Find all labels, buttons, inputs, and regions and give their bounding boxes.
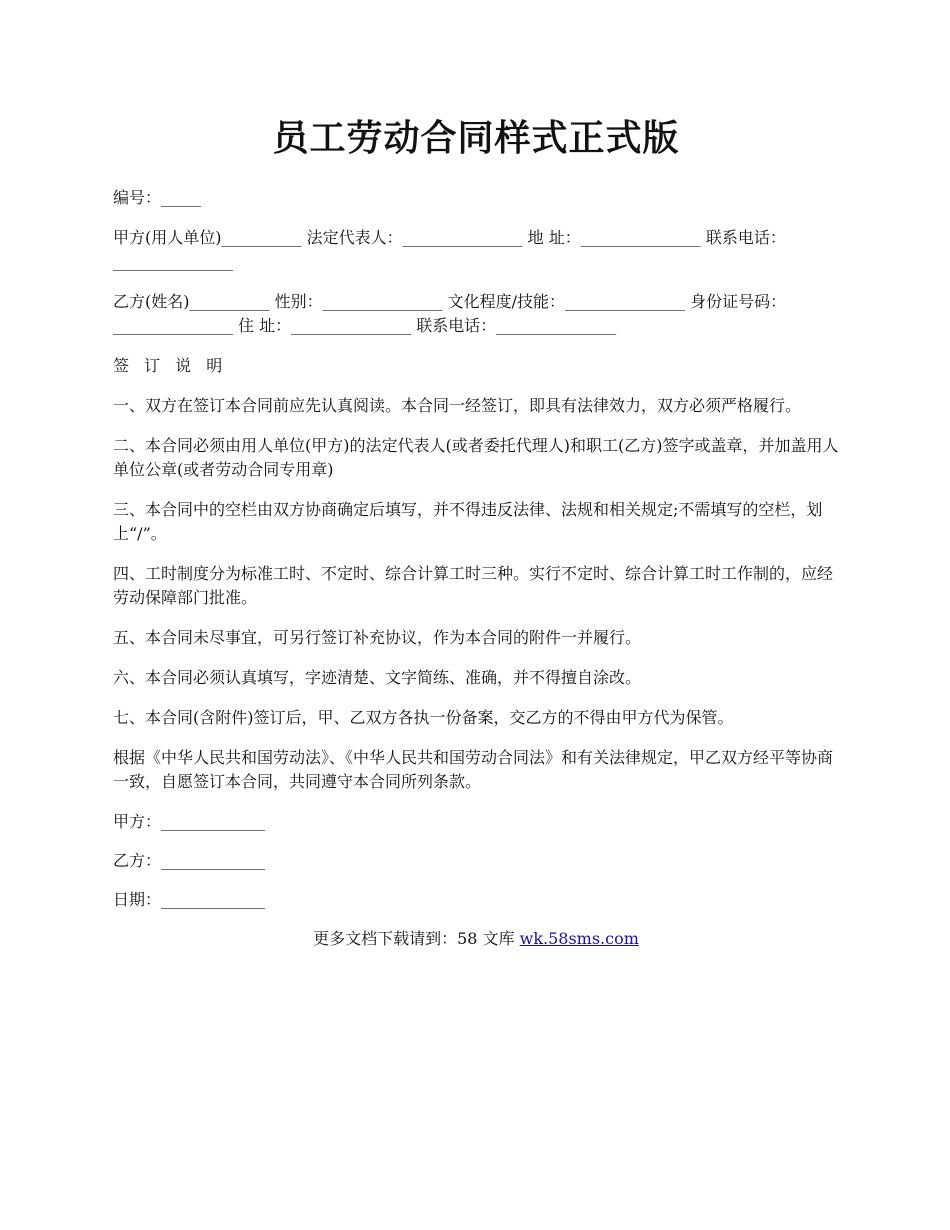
instruction-item: 三、本合同中的空栏由双方协商确定后填写，并不得违反法律、法规和相关规定;不需填写的空栏，划上“/”。 [113,500,823,543]
instruction-item: 六、本合同必须认真填写，字迹清楚、文字简练、准确，并不得擅自涂改。 [113,668,642,687]
instruction-item: 二、本合同必须由用人单位(甲方)的法定代表人(或者委托代理人)和职工(乙方)签字或盖章，并加盖用人单位公章(或者劳动合同专用章) [113,436,839,479]
signature-date: 日期：_____________ [113,890,266,909]
instruction-item: 四、工时制度分为标准工时、不定时、综合计算工时三种。实行不定时、综合计算工时工作制的，应经劳动保障部门批准。 [113,564,834,607]
instruction-item: 五、本合同未尽事宜，可另行签订补充协议，作为本合同的附件一并履行。 [113,628,642,647]
footer-link[interactable]: wk.58sms.com [519,929,639,948]
instruction-item: 七、本合同(含附件)签订后，甲、乙双方各执一份备案，交乙方的不得由甲方代为保管。 [113,708,734,727]
download-footer [113,927,839,951]
party-b-info: 乙方(姓名)__________ 性别：_______________ 文化程度/技能：_______________ 身份证号码：_______________ 住 址：_______________ 联系电话：_______________ [113,292,787,335]
instruction-item: 一、双方在签订本合同前应先认真阅读。本合同一经签订，即具有法律效力，双方必须严格履行。 [113,396,802,415]
signature-party-a: 甲方：_____________ [113,812,266,831]
contract-number: 编号：_____ [113,188,202,207]
party-a-info: 甲方(用人单位)__________ 法定代表人：_______________ 地 址：_______________ 联系电话：_______________ [113,228,786,271]
instructions-heading: 签 订 说 明 [113,356,228,375]
signature-party-b: 乙方：_____________ [113,851,266,870]
footer-text: 更多文档下载请到：58 文库 [313,929,520,948]
document-page [113,112,839,951]
document-title: 员工劳动合同样式正式版 [272,117,680,159]
legal-basis: 根据《中华人民共和国劳动法》、《中华人民共和国劳动合同法》和有关法律规定，甲乙双方经平等协商一致，自愿签订本合同，共同遵守本合同所列条款。 [113,748,834,791]
